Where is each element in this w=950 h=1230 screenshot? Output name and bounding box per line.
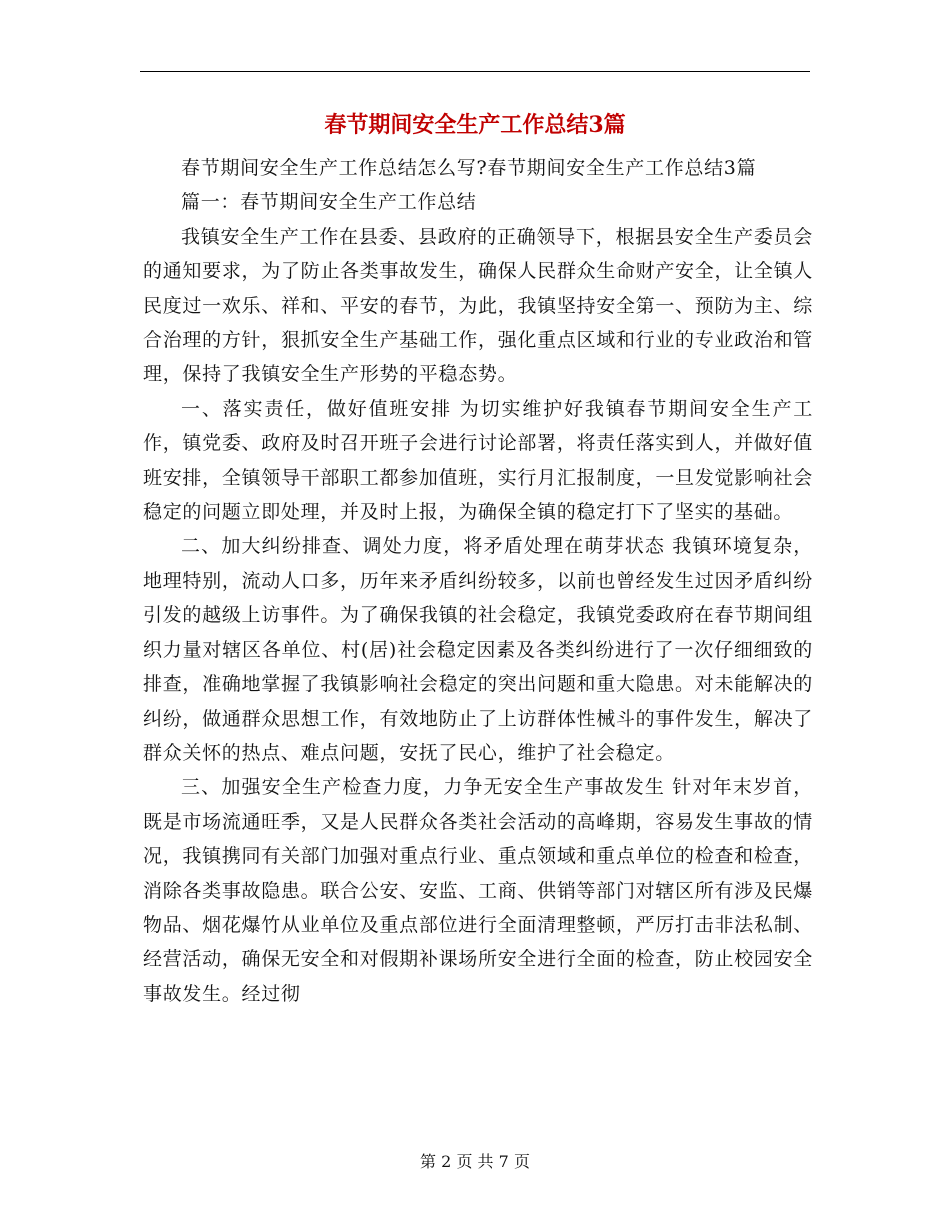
footer-total-pages: 7	[498, 1152, 509, 1171]
document-title: 春节期间安全生产工作总结3篇	[324, 112, 626, 138]
paragraph-overview: 我镇安全生产工作在县委、县政府的正确领导下，根据县安全生产委员会的通知要求，为了防止各类事故发生，确保人民群众生命财产安全，让全镇人民度过一欢乐、祥和、平安的春节，为此，我镇坚持安全第一、预防为主、综合治理的方针，狠抓安全生产基础工作，强化重点区域和行业的专业政治和管理，保持了我镇安全生产形势的平稳态势。	[143, 225, 813, 386]
footer-page-word: 页	[456, 1152, 473, 1171]
footer-current-page: 2	[441, 1152, 452, 1171]
footer-suffix: 页	[513, 1152, 530, 1171]
paragraph-point-one: 一、落实责任，做好值班安排 为切实维护好我镇春节期间安全生产工作，镇党委、政府及时召开班子会进行讨论部署，将责任落实到人，并做好值班安排，全镇领导干部职工都参加值班，实行月汇报制度，一旦发觉影响社会稳定的问题立即处理，并及时上报，为确保全镇的稳定打下了坚实的基础。	[143, 397, 813, 524]
paragraph-point-two: 二、加大纠纷排查、调处力度，将矛盾处理在萌芽状态 我镇环境复杂，地理特别，流动人口多，历年来矛盾纠纷较多，以前也曾经发生过因矛盾纠纷引发的越级上访事件。为了确保我镇的社会稳定，我镇党委政府在春节期间组织力量对辖区各单位、村(居)社会稳定因素及各类纠纷进行了一次仔细细致的排查，准确地掌握了我镇影响社会稳定的突出问题和重大隐患。对未能解决的纠纷，做通群众思想工作，有效地防止了上访群体性械斗的事件发生，解决了群众关怀的热点、难点问题，安抚了民心，维护了社会稳定。	[143, 535, 813, 764]
footer-total-word: 共	[477, 1152, 494, 1171]
paragraph-intro: 春节期间安全生产工作总结怎么写?春节期间安全生产工作总结3篇	[181, 157, 757, 179]
footer-prefix: 第	[420, 1152, 437, 1171]
header-rule	[140, 71, 810, 72]
page-footer	[0, 1150, 950, 1174]
document-body	[143, 151, 813, 1011]
paragraph-section-heading: 篇一：春节期间安全生产工作总结	[181, 191, 477, 214]
paragraph-point-three: 三、加强安全生产检查力度，力争无安全生产事故发生 针对年末岁首，既是市场流通旺季，又是人民群众各类社会活动的高峰期，容易发生事故的情况，我镇携同有关部门加强对重点行业、重点领域和重点单位的检查和检查，消除各类事故隐患。联合公安、安监、工商、供销等部门对辖区所有涉及民爆物品、烟花爆竹从业单位及重点部位进行全面清理整顿，严厉打击非法私制、经营活动，确保无安全和对假期补课场所安全进行全面的检查，防止校园安全事故发生。经过彻	[143, 776, 813, 1005]
